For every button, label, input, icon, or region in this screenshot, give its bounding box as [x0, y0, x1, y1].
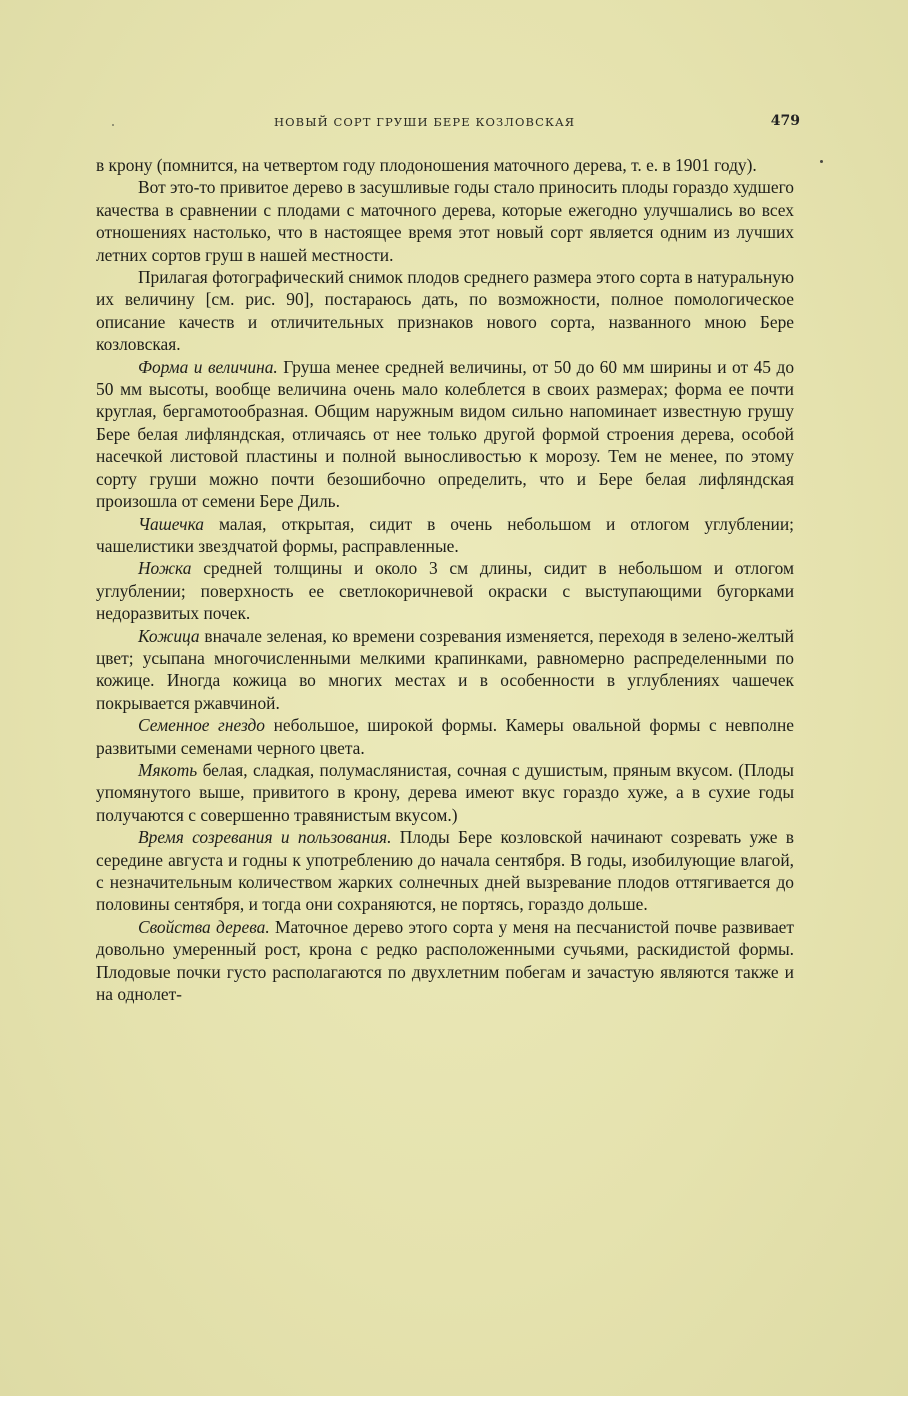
heading-ripening: Время созревания и пользования.: [138, 827, 392, 848]
paragraph-3-text: Прилагая фотографический снимок плодов среднего размера этого сорта в натуральную их величину [см. рис. 90], постараюсь дать, по возможности, полное помологическое описание качеств и отличительных признаков нового сорта, названного мною Бере козловская.: [96, 267, 794, 355]
running-title: НОВЫЙ СОРТ ГРУШИ БЕРЕ КОЗЛОВСКАЯ: [274, 115, 576, 129]
paragraph-ripening: [96, 826, 794, 916]
scan-margin-right: [908, 0, 919, 1407]
paragraph-skin: [96, 625, 794, 715]
paragraph-2: [96, 176, 794, 266]
heading-seed-nest: Семенное гнездо: [138, 715, 265, 736]
paragraph-seed-nest: [96, 714, 794, 759]
heading-skin: Кожица: [138, 625, 200, 646]
scan-margin-bottom: [0, 1396, 919, 1407]
ripening-text: Плоды Бере козловской начинают созревать уже в середине августа и годны к употреблению до начала сентября. В годы, изобилующие влагой, с незначительным количеством жарких солнечных дней вызревание плодов оттягивается до половины сентября, и тогда они сохраняются, не портясь, гораздо дольше.: [96, 827, 795, 915]
paper-speck: [112, 124, 114, 126]
heading-tree-properties: Свойства дерева.: [138, 916, 270, 937]
page-header: [96, 113, 800, 135]
paragraph-shape-size: [96, 356, 794, 513]
paragraph-stalk: [96, 557, 794, 624]
heading-stalk: Ножка: [138, 558, 192, 579]
paragraph-tree-properties: [96, 916, 794, 1006]
tree-properties-text: Маточное дерево этого сорта у меня на песчанистой почве развивает довольно умеренный рост, крона с редко расположенными сучьями, раскидистой формы. Плодовые почки густо располагаются по двухлетним побегам и зачастую являются также и на однолет-: [96, 916, 794, 1005]
paragraph-calyx: [96, 513, 794, 558]
body-text: [96, 154, 794, 1005]
paragraph-1: [96, 154, 794, 176]
stalk-text: средней толщины и около 3 см длины, сидит в небольшом и отлогом углублении; поверхность ее светлокоричневой окраски с выступающими бугорками недоразвитых почек.: [96, 558, 794, 624]
heading-shape-size: Форма и величина.: [138, 356, 278, 377]
heading-flesh: Мякоть: [138, 759, 198, 780]
seed-nest-text: небольшое, широкой формы. Камеры овальной формы с невполне развитыми семенами черного цвета.: [96, 715, 794, 758]
skin-text: вначале зеленая, ко времени созревания изменяется, переходя в зелено-желтый цвет; усыпана многочисленными мелкими крапинками, равномерно распределенными по кожице. Иногда кожица во многих местах и в особенности в углублениях чашечек покрывается ржавчиной.: [96, 625, 794, 713]
calyx-text: малая, открытая, сидит в очень небольшом и отлогом углублении; чашелистики звездчатой формы, расправленные.: [96, 513, 794, 556]
paragraph-1-text: в крону (помнится, на четвертом году плодоношения маточного дерева, т. е. в 1901 году).: [96, 155, 757, 175]
paragraph-flesh: [96, 759, 794, 826]
flesh-text: белая, сладкая, полумаслянистая, сочная с душистым, пряным вкусом. (Плоды упомянутого выше, привитого в крону, дерева имеют вкус гораздо хуже, а в сухие годы получаются с совершенно травянистым вкусом.): [96, 759, 794, 825]
paragraph-3: [96, 266, 794, 356]
page-number: 479: [770, 113, 800, 129]
shape-size-text: Груша менее средней величины, от 50 до 60 мм ширины и от 45 до 50 мм высоты, вообще величина очень мало колеблется в своих размерах; форма ее почти круглая, бергамотообразная. Общим наружным видом сильно напоминает известную грушу Бере белая лифляндская, отличаясь от нее только другой формой строения дерева, особой насечкой листовой пластины и полной выносливостью к морозу. Тем не менее, по этому сорту груши можно почти безошибочно определить, что и Бере белая лифляндская произошла от семени Бере Диль.: [96, 356, 795, 512]
paper-speck: [820, 160, 823, 163]
paragraph-2-text: Вот это-то привитое дерево в засушливые годы стало приносить плоды гораздо худшего качества в сравнении с плодами с маточного дерева, которые ежегодно улучшались во всех отношениях настолько, что в настоящее время этот новый сорт является одним из лучших летних сортов груш в нашей местности.: [96, 177, 794, 265]
heading-calyx: Чашечка: [138, 513, 204, 534]
